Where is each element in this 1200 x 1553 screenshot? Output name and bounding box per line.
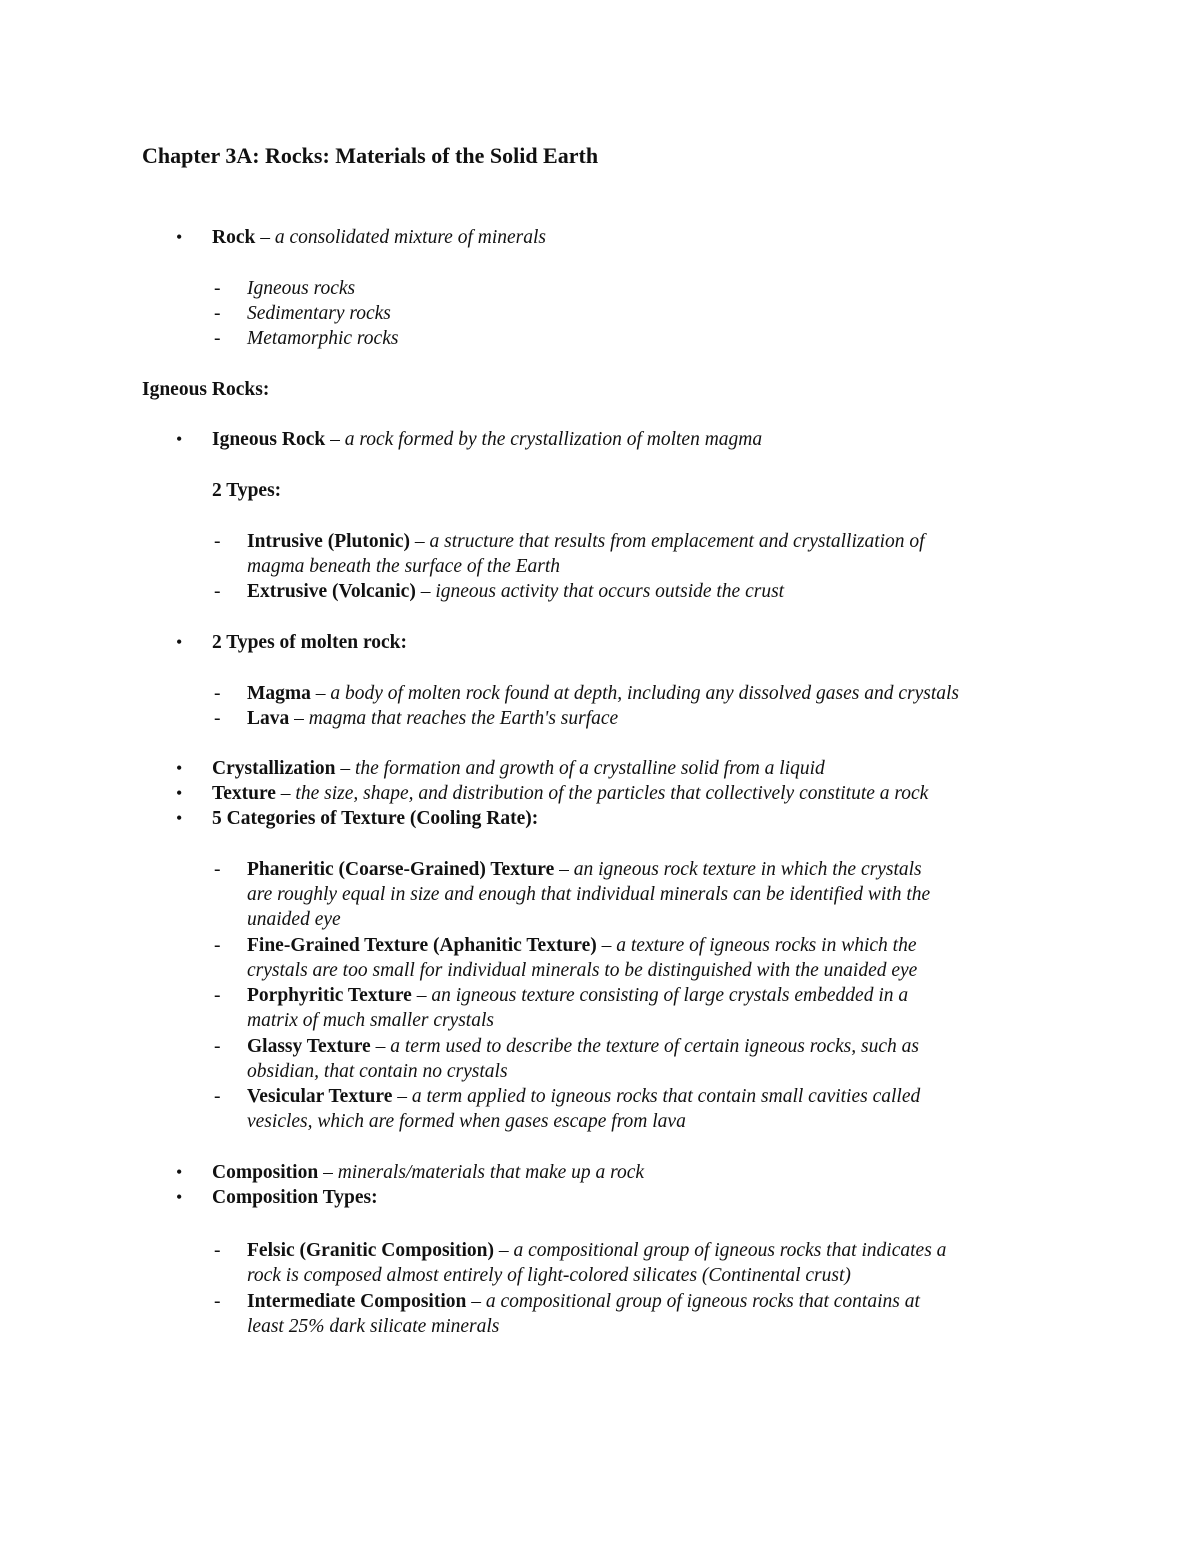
dash: - — [214, 859, 221, 880]
dash: - — [214, 531, 221, 552]
bullet: • — [176, 783, 183, 803]
dash: - — [214, 985, 221, 1006]
definition-porphyritic: Porphyritic Texture – an igneous texture consisting of large crystals embedded in a — [247, 985, 909, 1006]
subheading-two-types: 2 Types: — [212, 480, 282, 501]
definition-intermediate-cont: least 25% dark silicate minerals — [247, 1316, 500, 1337]
list-item-sedimentary-rocks: Sedimentary rocks — [247, 303, 391, 324]
definition-composition: Composition – minerals/materials that make up a rock — [212, 1162, 645, 1183]
definition-igneous-rock: Igneous Rock – a rock formed by the crystallization of molten magma — [212, 429, 763, 450]
bullet: • — [176, 1187, 183, 1207]
dash: - — [214, 935, 221, 956]
definition-felsic: Felsic (Granitic Composition) – a compositional group of igneous rocks that indicates a — [247, 1240, 947, 1261]
bullet: • — [176, 632, 183, 652]
section-heading-igneous: Igneous Rocks: — [142, 379, 270, 400]
dash: - — [214, 581, 221, 602]
definition-extrusive: Extrusive (Volcanic) – igneous activity that occurs outside the crust — [247, 581, 785, 602]
dash: - — [214, 1291, 221, 1312]
dash: - — [214, 708, 221, 729]
dash: - — [214, 1086, 221, 1107]
definition-fine-grained-cont: crystals are too small for individual minerals to be distinguished with the unaided eye — [247, 960, 918, 981]
definition-magma: Magma – a body of molten rock found at depth, including any dissolved gases and crystals — [247, 683, 960, 704]
bullet: • — [176, 808, 183, 828]
subheading-composition-types: Composition Types: — [212, 1187, 378, 1208]
definition-phaneritic-cont: unaided eye — [247, 909, 341, 930]
list-item-igneous-rocks: Igneous rocks — [247, 278, 356, 299]
definition-crystallization: Crystallization – the formation and growth of a crystalline solid from a liquid — [212, 758, 825, 779]
definition-fine-grained: Fine-Grained Texture (Aphanitic Texture) – a texture of igneous rocks in which the — [247, 935, 917, 956]
bullet: • — [176, 1162, 183, 1182]
subheading-molten-rock: 2 Types of molten rock: — [212, 632, 407, 653]
dash: - — [214, 1036, 221, 1057]
definition-intermediate: Intermediate Composition – a compositional group of igneous rocks that contains at — [247, 1291, 920, 1312]
definition-vesicular-cont: vesicles, which are formed when gases escape from lava — [247, 1111, 686, 1132]
definition-lava: Lava – magma that reaches the Earth's surface — [247, 708, 619, 729]
dash: - — [214, 278, 221, 299]
definition-glassy-cont: obsidian, that contain no crystals — [247, 1061, 508, 1082]
definition-phaneritic-cont: are roughly equal in size and enough that individual minerals can be identified with the — [247, 884, 931, 905]
dash: - — [214, 1240, 221, 1261]
page-title: Chapter 3A: Rocks: Materials of the Solid Earth — [142, 143, 599, 168]
definition-rock: Rock – a consolidated mixture of minerals — [212, 227, 547, 248]
definition-vesicular: Vesicular Texture – a term applied to igneous rocks that contain small cavities called — [247, 1086, 921, 1107]
definition-porphyritic-cont: matrix of much smaller crystals — [247, 1010, 494, 1031]
definition-glassy: Glassy Texture – a term used to describe the texture of certain igneous rocks, such as — [247, 1036, 919, 1057]
definition-texture: Texture – the size, shape, and distribution of the particles that collectively constitute a rock — [212, 783, 929, 804]
subheading-texture-categories: 5 Categories of Texture (Cooling Rate): — [212, 808, 539, 829]
definition-felsic-cont: rock is composed almost entirely of light-colored silicates (Continental crust) — [247, 1265, 851, 1286]
list-item-metamorphic-rocks: Metamorphic rocks — [247, 328, 399, 349]
dash: - — [214, 303, 221, 324]
dash: - — [214, 328, 221, 349]
definition-intrusive-cont: magma beneath the surface of the Earth — [247, 556, 561, 577]
bullet: • — [176, 758, 183, 778]
bullet: • — [176, 429, 183, 449]
definition-phaneritic: Phaneritic (Coarse-Grained) Texture – an igneous rock texture in which the crystals — [247, 859, 922, 880]
bullet: • — [176, 227, 183, 247]
dash: - — [214, 683, 221, 704]
definition-intrusive: Intrusive (Plutonic) – a structure that results from emplacement and crystallization of — [247, 531, 925, 552]
